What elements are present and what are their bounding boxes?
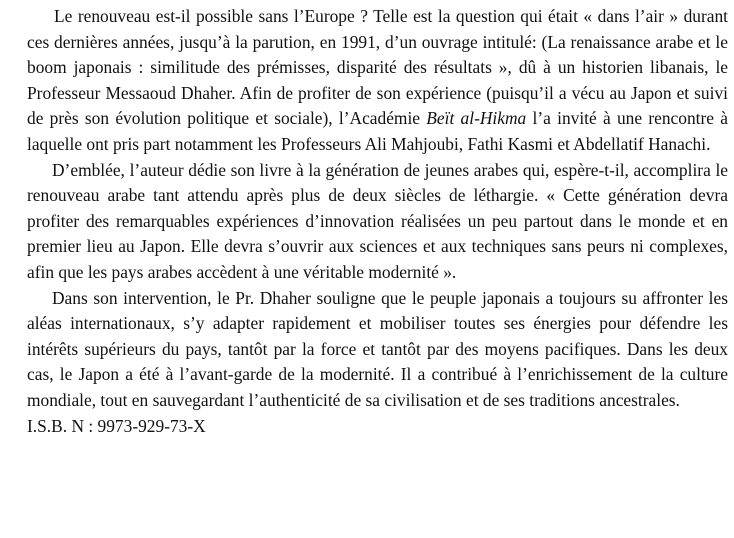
paragraph-intro-text-end: l’a invité à une rencontre à laquelle ont pris part notamment les Professeurs Ali Mahjoubi, Fathi Kasmi et Abdellatif Hanachi. bbox=[27, 108, 728, 154]
paragraph-intervention: Dans son intervention, le Pr. Dhaher souligne que le peuple japonais a toujours su affronter les aléas internationaux, s’y adapter rapidement et mobiliser toutes ses énergies pour défendre les intérêts supérieurs du pays, tantôt par la force et tantôt par des moyens pacifiques. Dans les deux cas, le Japon a été à l’avant-garde de la modernité. Il a contribué à l’enrichissement de la culture mondiale, tout en sauvegardant l’authenticité de sa civilisation et de ses traditions ancestrales. bbox=[27, 287, 728, 410]
isbn-line: I.S.B. N : 9973-929-73-X bbox=[27, 415, 206, 436]
paragraph-intro-text: Le renouveau est-il possible sans l’Europe ? Telle est la question qui était « dans l’air » durant ces dernières années, jusqu’à la parution, en 1991, d’un ouvrage intitulé: (La renaissance arabe et le boom japonais : similitude des prémisses, disparité des résultats », dû à un historien libanais, le Professeur Messaoud Dhaher. Afin de profiter de son expérience (puisqu’il a vécu au Japon et suivi de près son évolution politique et sociale), l’Académie bbox=[27, 6, 728, 129]
institution-name: Beït al-Hikma bbox=[426, 108, 527, 129]
paragraph-intro bbox=[27, 4, 728, 158]
paragraph-dedication: D’emblée, l’auteur dédie son livre à la génération de jeunes arabes qui, espère-t-il, accomplira le renouveau arabe tant attendu après plus de deux siècles de léthargie. « Cette génération devra profiter des remarquables expériences d’innovation réalisées un peu partout dans le monde et en premier lieu au Japon. Elle devra s’ouvrir aux sciences et aux techniques sans peurs ni complexes, afin que les pays arabes accèdent à une véritable modernité ». bbox=[27, 159, 728, 282]
